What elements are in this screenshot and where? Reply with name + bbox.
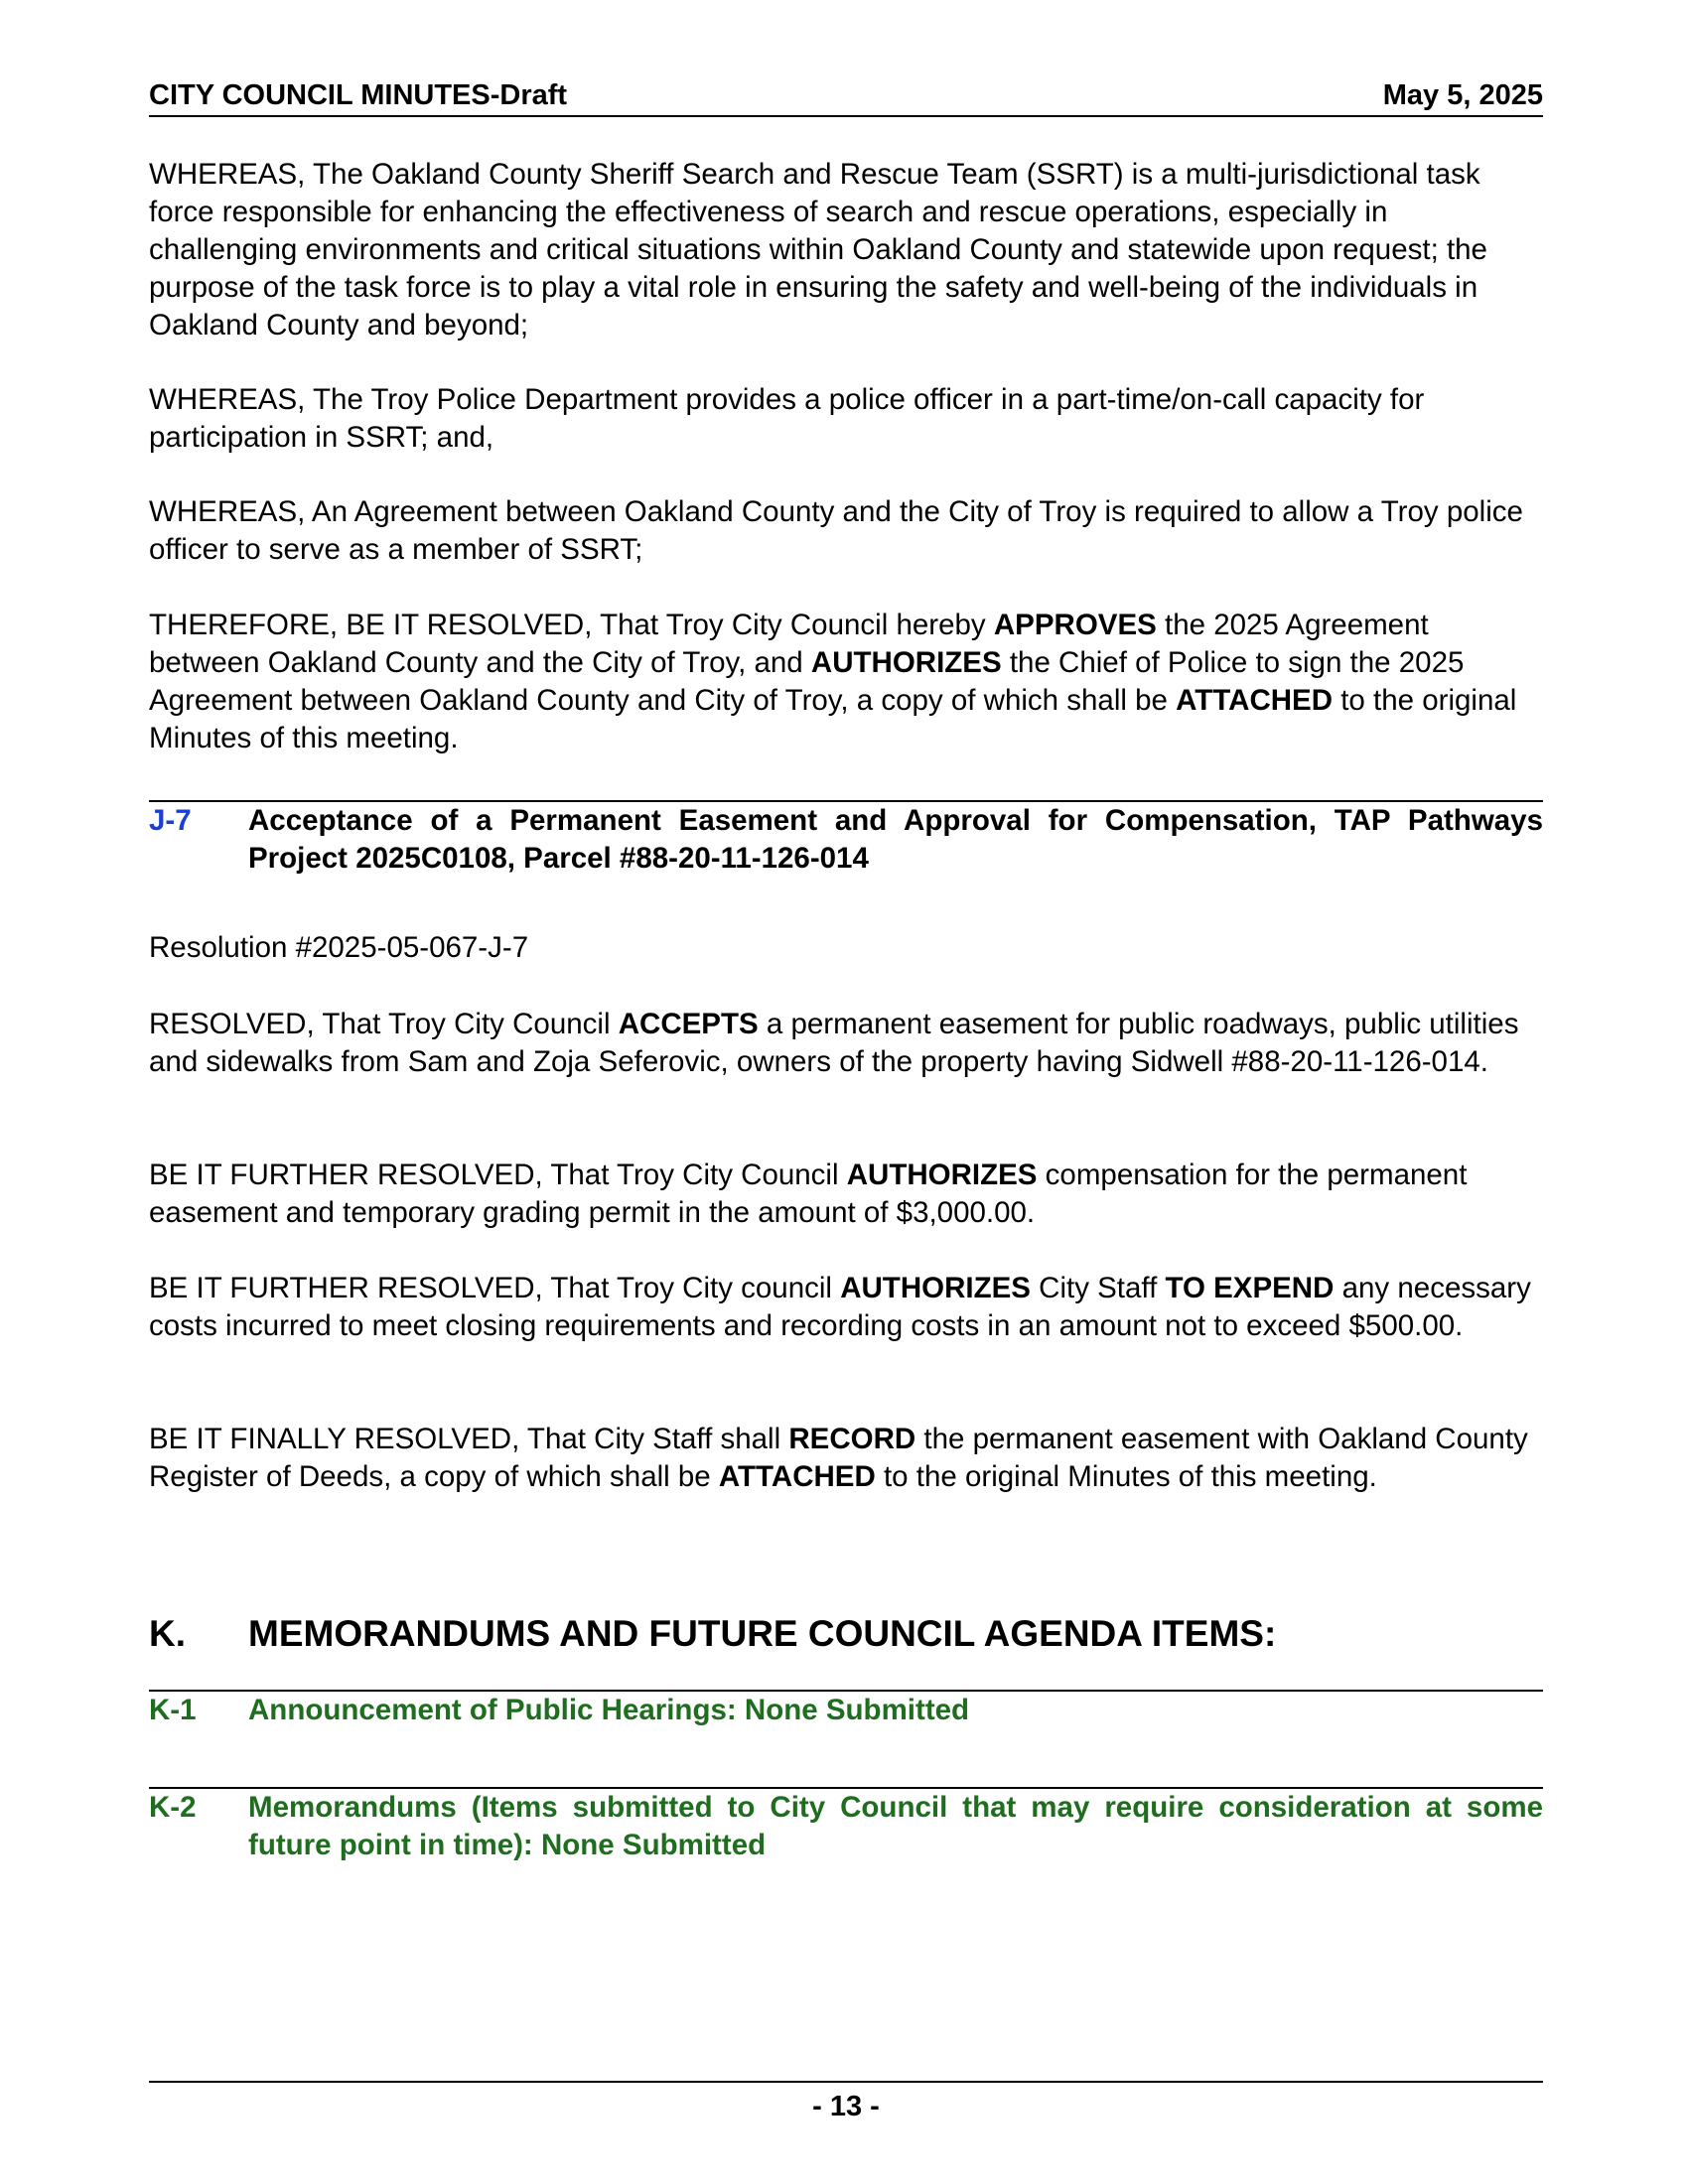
further-resolved-paragraph-2: BE IT FURTHER RESOLVED, That Troy City council AUTHORIZES City Staff TO EXPEND any necessary costs incurred to meet closing requirements and recording costs in an amount not to exceed $500.00. — [149, 1272, 1531, 1342]
resolution-number: Resolution #2025-05-067-J-7 — [149, 931, 529, 964]
item-number: K-1 — [149, 1694, 197, 1726]
header-title: CITY COUNCIL MINUTES-Draft — [149, 79, 568, 111]
item-number: J-7 — [149, 804, 192, 837]
page-number: - 13 - — [812, 2091, 880, 2122]
item-title: Memorandums (Items submitted to City Council that may require consideration at some future point in time): None Submitted — [248, 1791, 1543, 1861]
section-title: MEMORANDUMS AND FUTURE COUNCIL AGENDA ITEMS: — [248, 1613, 1277, 1654]
page-header — [149, 79, 1543, 117]
whereas-paragraph-2: WHEREAS, The Troy Police Department provides a police officer in a part-time/on-call capacity for participation in SSRT; and, — [149, 383, 1425, 454]
page-footer — [149, 2081, 1543, 2123]
resolved-paragraph: RESOLVED, That Troy City Council ACCEPTS a permanent easement for public roadways, public utilities and sidewalks from Sam and Zoja Seferovic, owners of the property having Sidwell #88-20-11-126-014. — [149, 1008, 1519, 1078]
whereas-paragraph-3: WHEREAS, An Agreement between Oakland County and the City of Troy is required to allow a Troy police officer to serve as a member of SSRT; — [149, 495, 1523, 566]
item-title: Acceptance of a Permanent Easement and Approval for Compensation, TAP Pathways Project 2025C0108, Parcel #88-20-11-126-014 — [248, 804, 1543, 875]
item-number: K-2 — [149, 1791, 197, 1824]
agenda-item-j7 — [149, 800, 1543, 875]
agenda-item-k2 — [149, 1787, 1543, 1861]
agenda-item-k1 — [149, 1690, 1543, 1726]
header-date: May 5, 2025 — [1382, 79, 1543, 111]
therefore-paragraph: THEREFORE, BE IT RESOLVED, That Troy City Council hereby APPROVES the 2025 Agreement between Oakland County and the City of Troy, and AUTHORIZES the Chief of Police to sign the 2025 Agreement between Oakland County and City of Troy, a copy of which shall be ATTACHED to the original Minutes of this meeting. — [149, 609, 1517, 754]
document-page — [149, 0, 1543, 2184]
item-title: Announcement of Public Hearings: None Submitted — [248, 1694, 970, 1726]
finally-resolved-paragraph: BE IT FINALLY RESOLVED, That City Staff shall RECORD the permanent easement with Oakland County Register of Deeds, a copy of which shall be ATTACHED to the original Minutes of this meeting. — [149, 1423, 1528, 1493]
section-letter: K. — [149, 1613, 186, 1654]
further-resolved-paragraph-1: BE IT FURTHER RESOLVED, That Troy City Council AUTHORIZES compensation for the permanent easement and temporary grading permit in the amount of $3,000.00. — [149, 1159, 1468, 1229]
whereas-paragraph-1: WHEREAS, The Oakland County Sheriff Search and Rescue Team (SSRT) is a multi-jurisdictional task force responsible for enhancing the effectiveness of search and rescue operations, especially in challenging environments and critical situations within Oakland County and statewide upon request; the purpose of the task force is to play a vital role in ensuring the safety and well-being of the individuals in Oakland County and beyond; — [149, 158, 1487, 341]
